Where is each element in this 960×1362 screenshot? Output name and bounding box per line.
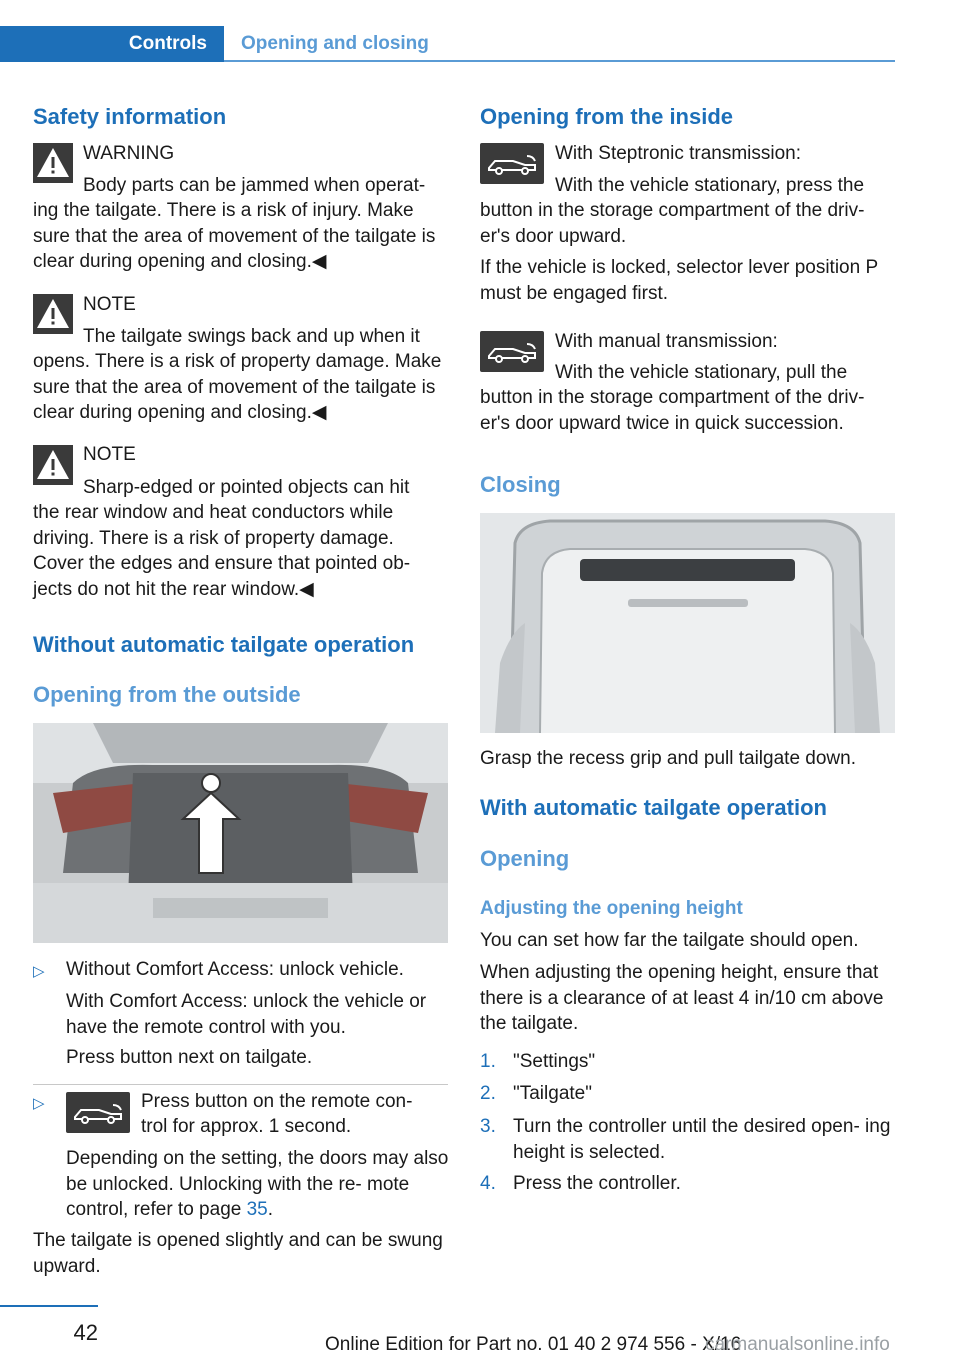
- bullet-marker: ▷: [33, 1095, 45, 1112]
- bullet-text: trol for approx. 1 second.: [141, 1116, 352, 1137]
- list-number: 4.: [480, 1173, 496, 1194]
- edition-text: Online Edition for Part no. 01 40 2 974 556 - X/16: [325, 1334, 742, 1355]
- bullet-text: [66, 1146, 451, 1223]
- bullet-text: Press button on the remote con‐: [141, 1091, 413, 1112]
- heading-opening-from-inside: Opening from the inside: [480, 104, 734, 129]
- tab-opening-and-closing[interactable]: Opening and closing: [241, 33, 429, 54]
- paragraph-text: Grasp the recess grip and pull tailgate down.: [480, 748, 856, 769]
- steptronic-text-line1: With the vehicle stationary, press the: [555, 175, 865, 196]
- tailgate-interior-image: [480, 513, 895, 733]
- bullet-text-main: Depending on the setting, the doors may also be unlocked. Unlocking with the re‐ mote control, refer to page: [66, 1148, 449, 1220]
- manual-text-line1: With the vehicle stationary, pull the: [555, 362, 848, 383]
- bullet-text-end: .: [267, 1199, 274, 1220]
- heading-without-automatic: Without automatic tailgate operation: [33, 632, 415, 657]
- tailgate-rear-image: [33, 723, 448, 943]
- note-label: NOTE: [83, 444, 136, 465]
- list-number: 3.: [480, 1116, 496, 1137]
- heading-adjusting-height: Adjusting the opening height: [480, 898, 743, 919]
- bullet-text: Press button next on tailgate.: [66, 1047, 313, 1068]
- heading-safety-information: Safety information: [33, 104, 227, 129]
- list-item: "Tailgate": [513, 1083, 592, 1104]
- list-number: 2.: [480, 1083, 496, 1104]
- list-item: Turn the controller until the desired open‐ ing height is selected.: [513, 1116, 891, 1163]
- warning-triangle-icon: [33, 294, 73, 334]
- steptronic-text: button in the storage compartment of the driv‐ er's door upward.: [480, 200, 865, 247]
- list-item: Press the controller.: [513, 1173, 681, 1194]
- heading-with-automatic: With automatic tailgate operation: [480, 795, 827, 820]
- tab-controls[interactable]: Controls: [0, 26, 224, 62]
- bullet-text: Without Comfort Access: unlock vehicle.: [66, 959, 404, 980]
- footer-divider: [0, 1305, 98, 1307]
- watermark: carmanualsonline.info: [705, 1334, 890, 1355]
- tailgate-interior-illustration: [480, 513, 895, 733]
- note-text-line1: Sharp-edged or pointed objects can hit: [83, 477, 410, 498]
- heading-opening-from-outside: Opening from the outside: [33, 682, 301, 707]
- tailgate-button-icon: [480, 331, 544, 372]
- steptronic-label: With Steptronic transmission:: [555, 143, 802, 164]
- bullet-marker: ▷: [33, 963, 45, 980]
- tailgate-button-icon: [480, 143, 544, 184]
- page-number: 42: [73, 1320, 98, 1345]
- header-divider: [224, 60, 895, 62]
- warning-label: WARNING: [83, 143, 175, 164]
- paragraph-text: The tailgate is opened slightly and can be swung upward.: [33, 1230, 443, 1277]
- page-reference-link[interactable]: 35: [246, 1199, 268, 1220]
- note-label: NOTE: [83, 294, 136, 315]
- warning-triangle-icon: [33, 445, 73, 485]
- warning-triangle-icon: [33, 143, 73, 183]
- list-number: 1.: [480, 1051, 496, 1072]
- manual-text: button in the storage compartment of the driv‐ er's door upward twice in quick succession.: [480, 387, 865, 434]
- note-text: opens. There is a risk of property damage. Make sure that the area of movement of the tailgate is clear during opening and closing.◀: [33, 351, 442, 423]
- note-text: the rear window and heat conductors while driving. There is a risk of property damage. Cover the edges and ensure that pointed ob‐ jects do not hit the rear window.◀: [33, 502, 411, 600]
- remote-tailgate-key-icon: [66, 1092, 130, 1133]
- heading-opening: Opening: [480, 846, 570, 871]
- note-text-line1: The tailgate swings back and up when it: [83, 326, 420, 347]
- bullet-text: With Comfort Access: unlock the vehicle or have the remote control with you.: [66, 991, 427, 1038]
- paragraph-text: When adjusting the opening height, ensure that there is a clearance of at least 4 in/10 cm above the tailgate.: [480, 962, 884, 1034]
- manual-label: With manual transmission:: [555, 331, 778, 352]
- heading-closing: Closing: [480, 472, 561, 497]
- bullet-divider: [33, 1084, 448, 1085]
- list-item: "Settings": [513, 1051, 596, 1072]
- locked-text: If the vehicle is locked, selector lever position P must be engaged first.: [480, 257, 878, 304]
- warning-text-line1: Body parts can be jammed when operat‐: [83, 175, 426, 196]
- warning-text: ing the tailgate. There is a risk of injury. Make sure that the area of movement of the tailgate is clear during opening and closing.◀: [33, 200, 436, 272]
- paragraph-text: You can set how far the tailgate should open.: [480, 930, 859, 951]
- car-rear-illustration: [33, 723, 448, 943]
